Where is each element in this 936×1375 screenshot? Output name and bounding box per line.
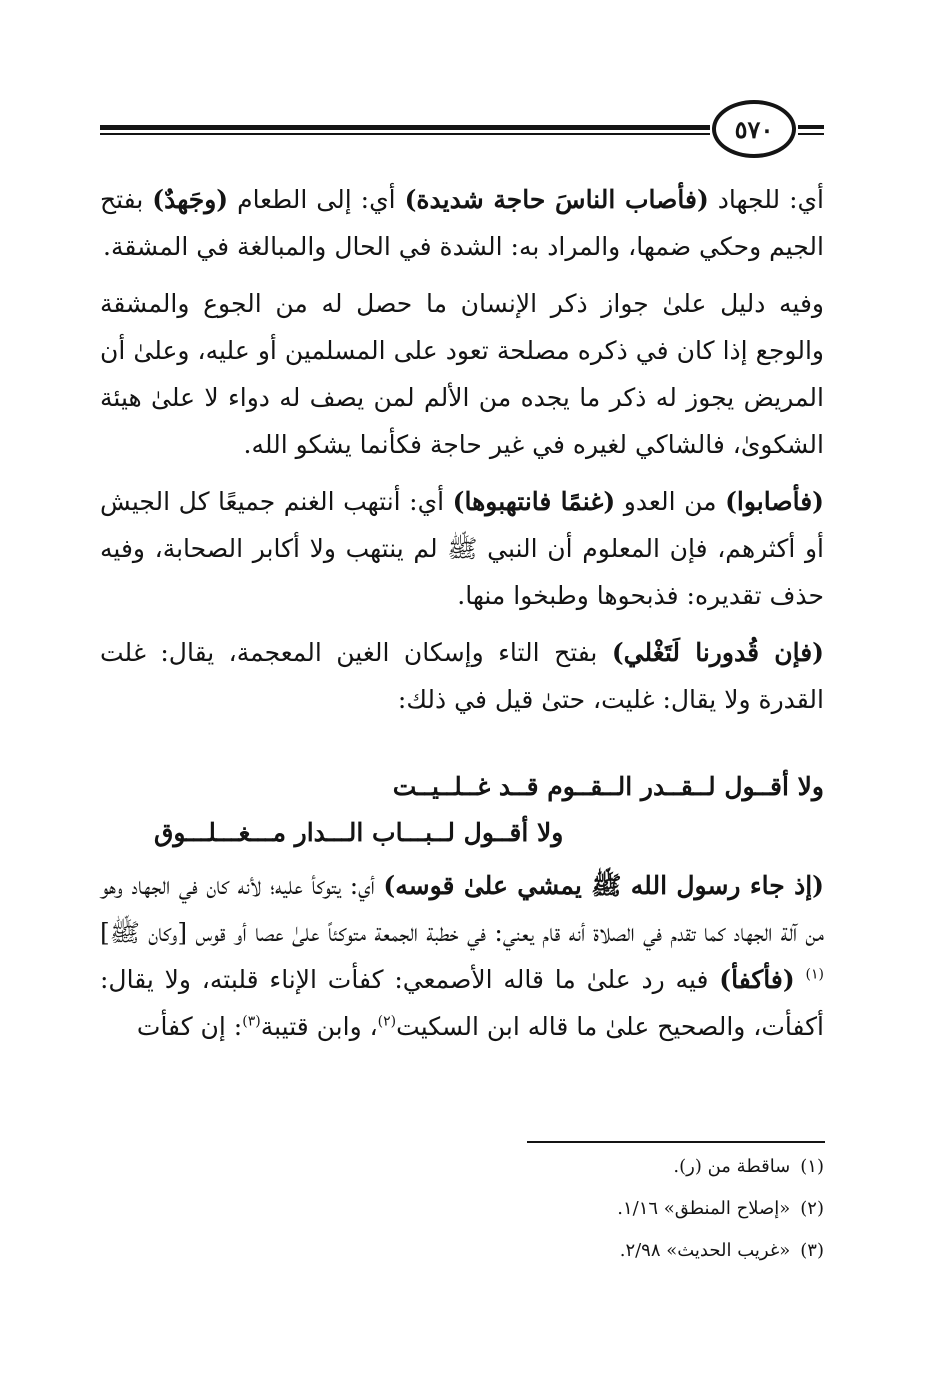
- text-run: من العدو: [615, 487, 726, 516]
- text-run: وفيه دليل علىٰ جواز ذكر الإنسان ما حصل له من الجوع والمشقة والوجع إذا كان في ذكره مصلحة تعود على المسلمين أو عليه، وعلىٰ أن المريض يجوز له ذكر ما يجده من الألم لمن يصف له دواء لا علىٰ هيئة الشكوىٰ، فالشاكي لغيره في غير حاجة فكأنما يشكو الله.: [100, 289, 824, 459]
- bold-phrase: (فإن قُدورنا لَتَغْلي): [611, 638, 825, 667]
- text-run: أي: إلى الطعام: [228, 185, 405, 214]
- footnote-ref: (٢): [377, 1013, 397, 1030]
- bold-phrase: (فأصابوا): [725, 487, 824, 516]
- header-rule-thick: [100, 125, 710, 130]
- text-run: أي: يتوكأ عليه؛ لأنه كان في الجهاد وهو من آلة الجهاد كما تقدم في الصلاة أنه قام يعني: في خطبة الجمعة متوكئاً علىٰ عصا أو قوس [وكان ﷺ]: [100, 871, 824, 947]
- footnote-separator: [527, 1141, 825, 1143]
- bold-phrase: (إذ جاء رسول الله ﷺ يمشي علىٰ قوسه): [383, 871, 824, 900]
- paragraph-4: [100, 629, 824, 723]
- page-header: [100, 100, 840, 170]
- footnotes: [424, 1156, 824, 1282]
- footnote-number: (٣): [800, 1240, 824, 1261]
- poetry-verse-1: ولا أقــول لــقــدر الــقــوم قــد غــلــيــت: [392, 772, 824, 801]
- text-run: بفتح التاء وإسكان الغين المعجمة، يقال: غلت القدرة ولا يقال: غليت، حتىٰ قيل في ذلك:: [100, 638, 824, 714]
- text-run: أي: للجهاد: [708, 185, 825, 214]
- header-rule-right-thick: [798, 125, 824, 129]
- bold-phrase: (وجَهدٌ): [152, 185, 229, 214]
- footnote-text: «إصلاح المنطق» ١/١٦.: [617, 1198, 791, 1219]
- header-rule-thin: [100, 133, 710, 135]
- footnote-text: ساقطة من (ر).: [673, 1156, 791, 1177]
- main-text: [100, 176, 824, 733]
- text-run: فيه رد علىٰ ما قاله الأصمعي: كفأت الإناء قلبته، ولا يقال: أكفأت، والصحيح علىٰ ما قاله ابن السكيت: [100, 965, 824, 1041]
- text-run: ، وابن قتيبة: [260, 1012, 378, 1041]
- footnote-text: «غريب الحديث» ٢/٩٨.: [619, 1240, 791, 1261]
- bold-phrase: (فأكفأ): [719, 965, 795, 994]
- footnote-ref: (٣): [242, 1013, 261, 1030]
- page-number: ٥٧٠: [712, 100, 796, 158]
- header-rule-right-thin: [798, 133, 824, 135]
- footnote-number: (١): [800, 1156, 824, 1177]
- paragraph-5: [100, 862, 824, 1050]
- footnote-2: [424, 1198, 824, 1220]
- footnote-ref: (١): [805, 966, 824, 983]
- bold-phrase: (غنمًا فانتهبوها): [452, 487, 616, 516]
- paragraph-2: [100, 280, 824, 468]
- bold-phrase: (فأصاب الناسَ حاجة شديدة): [404, 185, 709, 214]
- text-run: [795, 965, 806, 994]
- text-run: أي: أنتهب الغنم جميعًا كل الجيش أو أكثرهم، فإن المعلوم أن النبي ﷺ لم ينتهب ولا أكابر الصحابة، وفيه حذف تقديره: فذبحوها وطبخوا منها.: [100, 487, 824, 610]
- footnote-number: (٢): [800, 1198, 824, 1219]
- main-text-continued: [100, 862, 824, 1050]
- paragraph-1: [100, 176, 824, 270]
- footnote-3: [424, 1240, 824, 1262]
- poetry-verse-2: ولا أقــول لــبـــاب الـــدار مـــغـــلـــوق: [154, 818, 564, 847]
- text-run: : إن كفأت: [136, 1012, 243, 1041]
- text-run: بفتح الجيم وحكي ضمها، والمراد به: الشدة في الحال والمبالغة في المشقة.: [100, 185, 824, 261]
- paragraph-3: [100, 478, 824, 619]
- footnote-1: [424, 1156, 824, 1178]
